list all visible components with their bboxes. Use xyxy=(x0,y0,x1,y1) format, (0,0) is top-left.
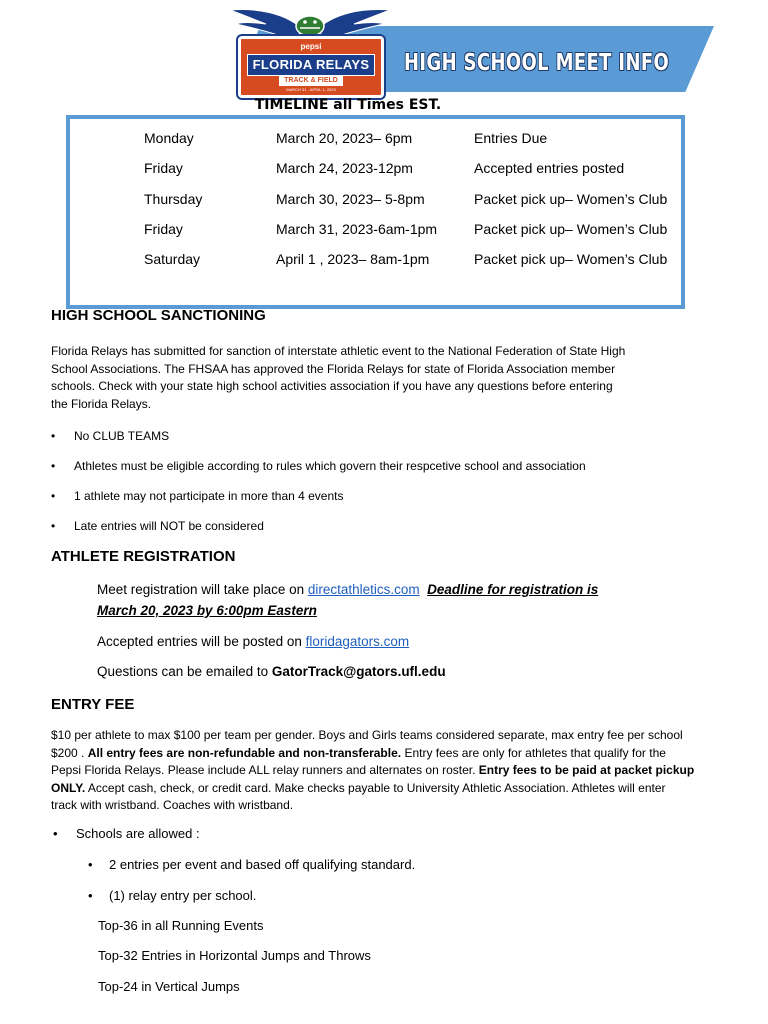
directathletics-link[interactable]: directathletics.com xyxy=(307,582,420,597)
logo-sub: TRACK & FIELD xyxy=(279,76,343,86)
timeline-event: Accepted entries posted xyxy=(474,160,625,176)
bullet-icon: • xyxy=(51,519,56,533)
paragraph-line xyxy=(51,762,721,780)
registration-text: Meet registration will take place on xyxy=(97,582,308,597)
schools-allowed: Schools are allowed : xyxy=(76,826,200,841)
entry-fee-paragraph xyxy=(51,727,721,815)
gator-icon xyxy=(296,16,324,36)
bullet-icon: • xyxy=(51,459,56,473)
floridagators-link[interactable]: floridagators.com xyxy=(305,634,410,649)
deadline-text: Deadline for registration is xyxy=(427,582,599,597)
paragraph-line: Florida Relays has submitted for sanction of interstate athletic event to the National Federation of State High xyxy=(51,344,626,358)
logo-name: FLORIDA RELAYS xyxy=(247,54,375,76)
timeline-day: Friday xyxy=(144,160,183,176)
timeline-day: Friday xyxy=(144,221,183,237)
sanction-bullet: 1 athlete may not participate in more than 4 events xyxy=(74,489,344,503)
timeline-date: March 30, 2023– 5-8pm xyxy=(276,191,425,207)
sub-bullet: 2 entries per event and based off qualifying standard. xyxy=(109,857,416,872)
sanction-bullet: Athletes must be eligible according to rules which govern their respcetive school and association xyxy=(74,459,586,473)
logo-badge xyxy=(238,36,384,98)
pepsi-logo-text: pepsi xyxy=(300,42,322,51)
timeline-event: Packet pick up– Women’s Club xyxy=(474,221,668,237)
paragraph-line xyxy=(51,727,721,745)
registration-line xyxy=(97,580,598,600)
sanctioning-paragraph xyxy=(51,343,721,413)
timeline-heading: TIMELINE all Times EST. xyxy=(254,97,442,113)
limit-line: Top-32 Entries in Horizontal Jumps and Throws xyxy=(98,948,371,963)
timeline-box xyxy=(66,115,685,309)
sanction-bullet: No CLUB TEAMS xyxy=(74,429,170,443)
fee-text: Pepsi Florida Relays. Please include ALL relay runners and alternates on roster. xyxy=(51,763,479,777)
sanctioning-heading: HIGH SCHOOL SANCTIONING xyxy=(51,307,266,324)
limit-line: Top-36 in all Running Events xyxy=(98,918,264,933)
questions-text: Questions can be emailed to xyxy=(97,664,272,679)
accepted-entries-line xyxy=(97,632,409,652)
timeline-day: Monday xyxy=(144,130,194,146)
paragraph-line xyxy=(51,797,721,815)
timeline-row xyxy=(70,188,681,210)
fee-text: $10 per athlete to max $100 per team per gender. Boys and Girls teams considered separate, max entry fee per school xyxy=(51,728,683,742)
fee-text: Accept cash, check, or credit card. Make checks payable to University Athletic Association. Athletes will enter xyxy=(85,780,666,795)
timeline-date: April 1 , 2023– 8am-1pm xyxy=(276,251,430,267)
bullet-icon: • xyxy=(88,857,93,872)
timeline-row xyxy=(70,157,681,179)
entry-fee-heading: ENTRY FEE xyxy=(51,696,135,713)
fee-text: track with wristband. Coaches with wristband. xyxy=(51,798,294,812)
bullet-icon: • xyxy=(51,429,56,443)
florida-relays-logo xyxy=(226,2,394,98)
timeline-date: March 31, 2023-6am-1pm xyxy=(276,221,438,237)
fee-text-bold: All entry fees are non-refundable and non-transferable. xyxy=(87,745,402,760)
bullet-icon: • xyxy=(88,888,93,903)
paragraph-line: the Florida Relays. xyxy=(51,396,152,411)
fee-text-bold: ONLY. xyxy=(51,780,86,795)
timeline-day: Thursday xyxy=(144,191,203,207)
timeline-event: Packet pick up– Women’s Club xyxy=(474,191,668,207)
contact-email: GatorTrack@gators.ufl.edu xyxy=(271,664,446,679)
questions-line xyxy=(97,662,446,682)
fee-text: $200 . xyxy=(51,745,88,760)
banner-title: HIGH SCHOOL MEET INFO xyxy=(404,50,670,76)
paragraph-line xyxy=(51,780,721,798)
bullet-icon: • xyxy=(51,489,56,503)
sub-bullet: (1) relay entry per school. xyxy=(109,888,257,903)
paragraph-line xyxy=(51,745,721,763)
timeline-date: March 24, 2023-12pm xyxy=(276,160,413,176)
registration-heading: ATHLETE REGISTRATION xyxy=(51,548,236,565)
bullet-icon: • xyxy=(53,826,58,841)
accepted-entries-text: Accepted entries will be posted on xyxy=(97,634,306,649)
sanction-bullet: Late entries will NOT be considered xyxy=(74,519,264,533)
logo-date: MARCH 31 - APRIL 1, 2023 xyxy=(286,87,336,92)
timeline-day: Saturday xyxy=(144,251,201,267)
timeline-event: Packet pick up– Women’s Club xyxy=(474,251,668,267)
registration-deadline-line xyxy=(97,601,317,621)
timeline-event: Entries Due xyxy=(474,130,548,146)
timeline-row xyxy=(70,127,681,149)
paragraph-line: School Associations. The FHSAA has approved the Florida Relays for state of Florida Association member xyxy=(51,361,616,376)
fee-text: Entry fees are only for athletes that qualify for the xyxy=(401,745,666,760)
timeline-row xyxy=(70,248,681,270)
paragraph-line: schools. Check with your state high school activities association if you have any questions before entering xyxy=(51,379,613,393)
fee-text-bold: Entry fees to be paid at packet pickup xyxy=(478,763,695,777)
timeline-date: March 20, 2023– 6pm xyxy=(276,130,413,146)
timeline-row xyxy=(70,218,681,240)
limit-line: Top-24 in Vertical Jumps xyxy=(98,979,240,994)
deadline-date: March 20, 2023 by 6:00pm Eastern xyxy=(97,603,317,618)
